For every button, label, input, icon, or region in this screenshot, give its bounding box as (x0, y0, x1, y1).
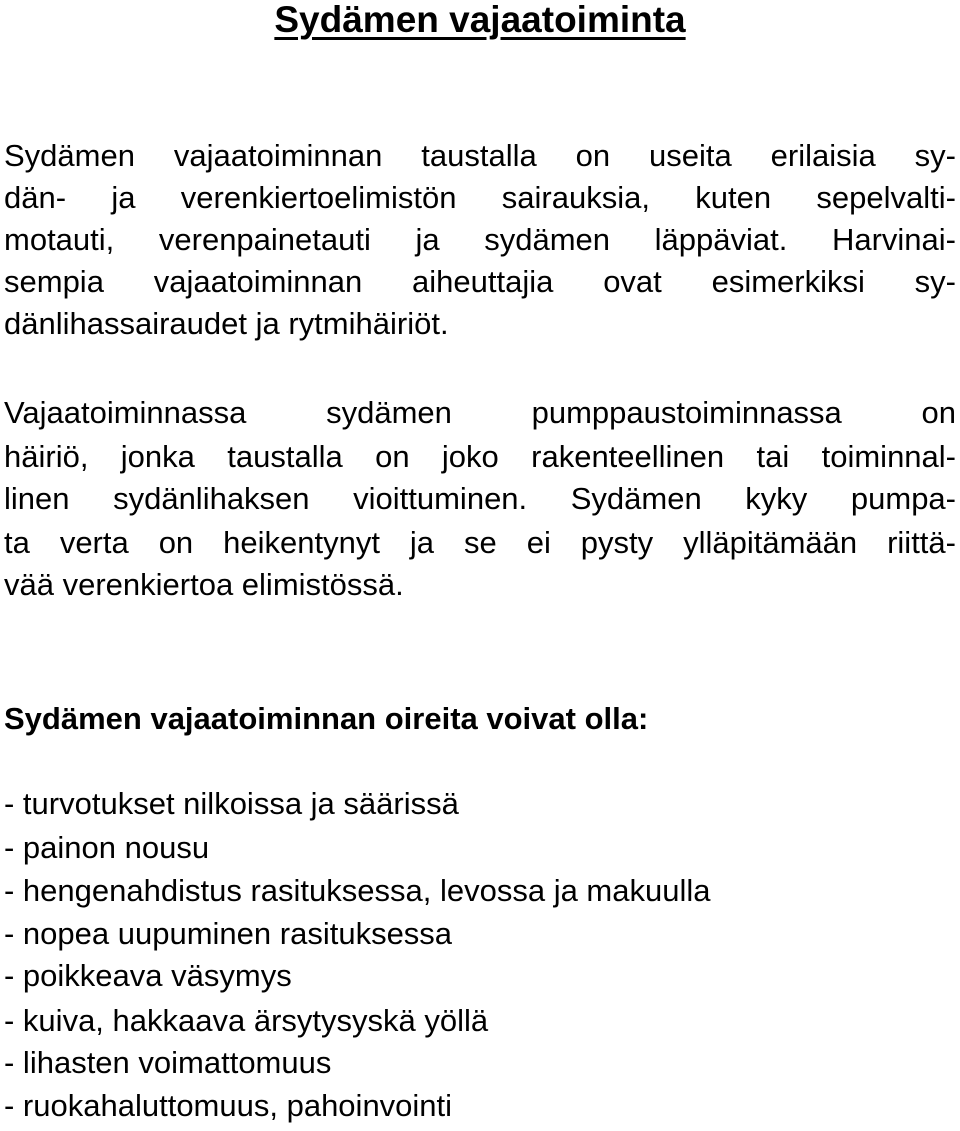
paragraph-2-line-4: ta verta on heikentynyt ja se ei pysty ylläpitämään riittä- (4, 525, 956, 560)
paragraph-1-line-4: sempia vajaatoiminnan aiheuttajia ovat esimerkiksi sy- (4, 264, 956, 299)
list-item: - lihasten voimattomuus (4, 1045, 332, 1080)
list-item: - poikkeava väsymys (4, 958, 292, 993)
page-title (0, 0, 960, 40)
paragraph-1-line-5: dänlihassairaudet ja rytmihäiriöt. (4, 306, 449, 341)
list-item: - painon nousu (4, 830, 210, 865)
list-item: - turvotukset nilkoissa ja säärissä (4, 786, 459, 821)
paragraph-1-line-2: dän- ja verenkiertoelimistön sairauksia, kuten sepelvalti- (4, 180, 956, 215)
paragraph-2-line-2: häiriö, jonka taustalla on joko rakenteellinen tai toiminnal- (4, 439, 956, 474)
paragraph-2-line-3: linen sydänlihaksen vioittuminen. Sydämen kyky pumpa- (4, 481, 956, 516)
paragraph-1-line-1: Sydämen vajaatoiminnan taustalla on useita erilaisia sy- (4, 138, 956, 173)
paragraph-2-line-5: vää verenkiertoa elimistössä. (4, 567, 404, 602)
list-item: - hengenahdistus rasituksessa, levossa ja makuulla (4, 873, 711, 908)
list-item: - ruokahaluttomuus, pahoinvointi (4, 1088, 453, 1123)
paragraph-1-line-3: motauti, verenpainetauti ja sydämen läppäviat. Harvinai- (4, 222, 956, 257)
symptoms-heading: Sydämen vajaatoiminnan oireita voivat olla: (4, 701, 649, 736)
paragraph-2-line-1: Vajaatoiminnassa sydämen pumppaustoiminnassa on (4, 395, 956, 430)
list-item: - nopea uupuminen rasituksessa (4, 916, 453, 951)
page-title-text: Sydämen vajaatoiminta (274, 0, 686, 40)
list-item: - kuiva, hakkaava ärsytysyskä yöllä (4, 1003, 489, 1038)
